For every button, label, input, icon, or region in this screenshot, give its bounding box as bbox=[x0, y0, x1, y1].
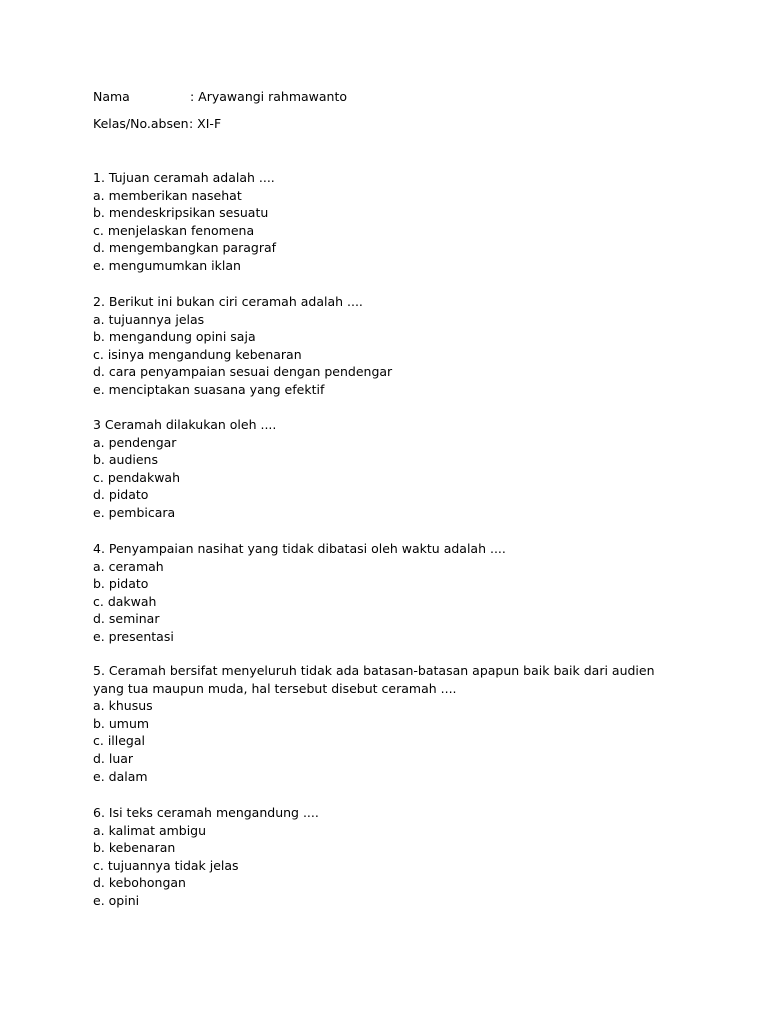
question-text: 4. Penyampaian nasihat yang tidak dibatasi oleh waktu adalah .... bbox=[93, 541, 506, 556]
option-d: d. luar bbox=[93, 750, 134, 766]
option-e: e. presentasi bbox=[93, 628, 174, 644]
option-b: b. mendeskripsikan sesuatu bbox=[93, 205, 269, 221]
option-b: b. umum bbox=[93, 715, 150, 731]
name-label: Nama bbox=[93, 89, 130, 104]
option-d: d. cara penyampaian sesuai dengan pendengar bbox=[93, 364, 393, 380]
option-c: c. illegal bbox=[93, 733, 145, 749]
question-4 bbox=[93, 540, 693, 646]
question-text: 5. Ceramah bersifat menyeluruh tidak ada batasan-batasan apapun baik baik dari audien yang tua maupun muda, hal tersebut disebut ceramah .... bbox=[93, 663, 655, 696]
option-a: a. khusus bbox=[93, 698, 153, 714]
option-e: e. pembicara bbox=[93, 504, 176, 520]
option-b: b. mengandung opini saja bbox=[93, 329, 256, 345]
question-1 bbox=[93, 169, 693, 275]
name-value: : Aryawangi rahmawanto bbox=[190, 89, 348, 104]
option-c: c. dakwah bbox=[93, 593, 157, 609]
option-e: e. menciptakan suasana yang efektif bbox=[93, 381, 325, 397]
question-2 bbox=[93, 293, 693, 399]
question-5 bbox=[93, 662, 693, 785]
option-c: c. menjelaskan fenomena bbox=[93, 222, 255, 238]
question-3 bbox=[93, 416, 693, 522]
question-text: 3 Ceramah dilakukan oleh .... bbox=[93, 417, 277, 432]
option-b: b. pidato bbox=[93, 576, 149, 592]
option-c: c. pendakwah bbox=[93, 469, 181, 485]
option-e: e. mengumumkan iklan bbox=[93, 257, 241, 273]
option-e: e. dalam bbox=[93, 768, 148, 784]
option-e: e. opini bbox=[93, 892, 140, 908]
question-text: 1. Tujuan ceramah adalah .... bbox=[93, 170, 275, 185]
option-a: a. tujuannya jelas bbox=[93, 311, 205, 327]
option-b: b. audiens bbox=[93, 452, 158, 468]
option-d: d. seminar bbox=[93, 611, 160, 627]
option-a: a. pendengar bbox=[93, 434, 177, 450]
option-d: d. mengembangkan paragraf bbox=[93, 240, 277, 256]
option-a: a. kalimat ambigu bbox=[93, 822, 207, 838]
option-d: d. kebohongan bbox=[93, 875, 186, 891]
question-6 bbox=[93, 804, 693, 910]
option-a: a. ceramah bbox=[93, 558, 164, 574]
option-a: a. memberikan nasehat bbox=[93, 187, 242, 203]
class-value: : XI-F bbox=[189, 116, 222, 131]
option-b: b. kebenaran bbox=[93, 840, 176, 856]
name-row bbox=[93, 88, 348, 105]
option-c: c. isinya mengandung kebenaran bbox=[93, 346, 302, 362]
question-text: 6. Isi teks ceramah mengandung .... bbox=[93, 805, 319, 820]
option-c: c. tujuannya tidak jelas bbox=[93, 857, 239, 873]
class-row bbox=[93, 115, 222, 132]
option-d: d. pidato bbox=[93, 487, 149, 503]
question-text: 2. Berikut ini bukan ciri ceramah adalah .... bbox=[93, 294, 363, 309]
class-label: Kelas/No.absen bbox=[93, 116, 189, 131]
